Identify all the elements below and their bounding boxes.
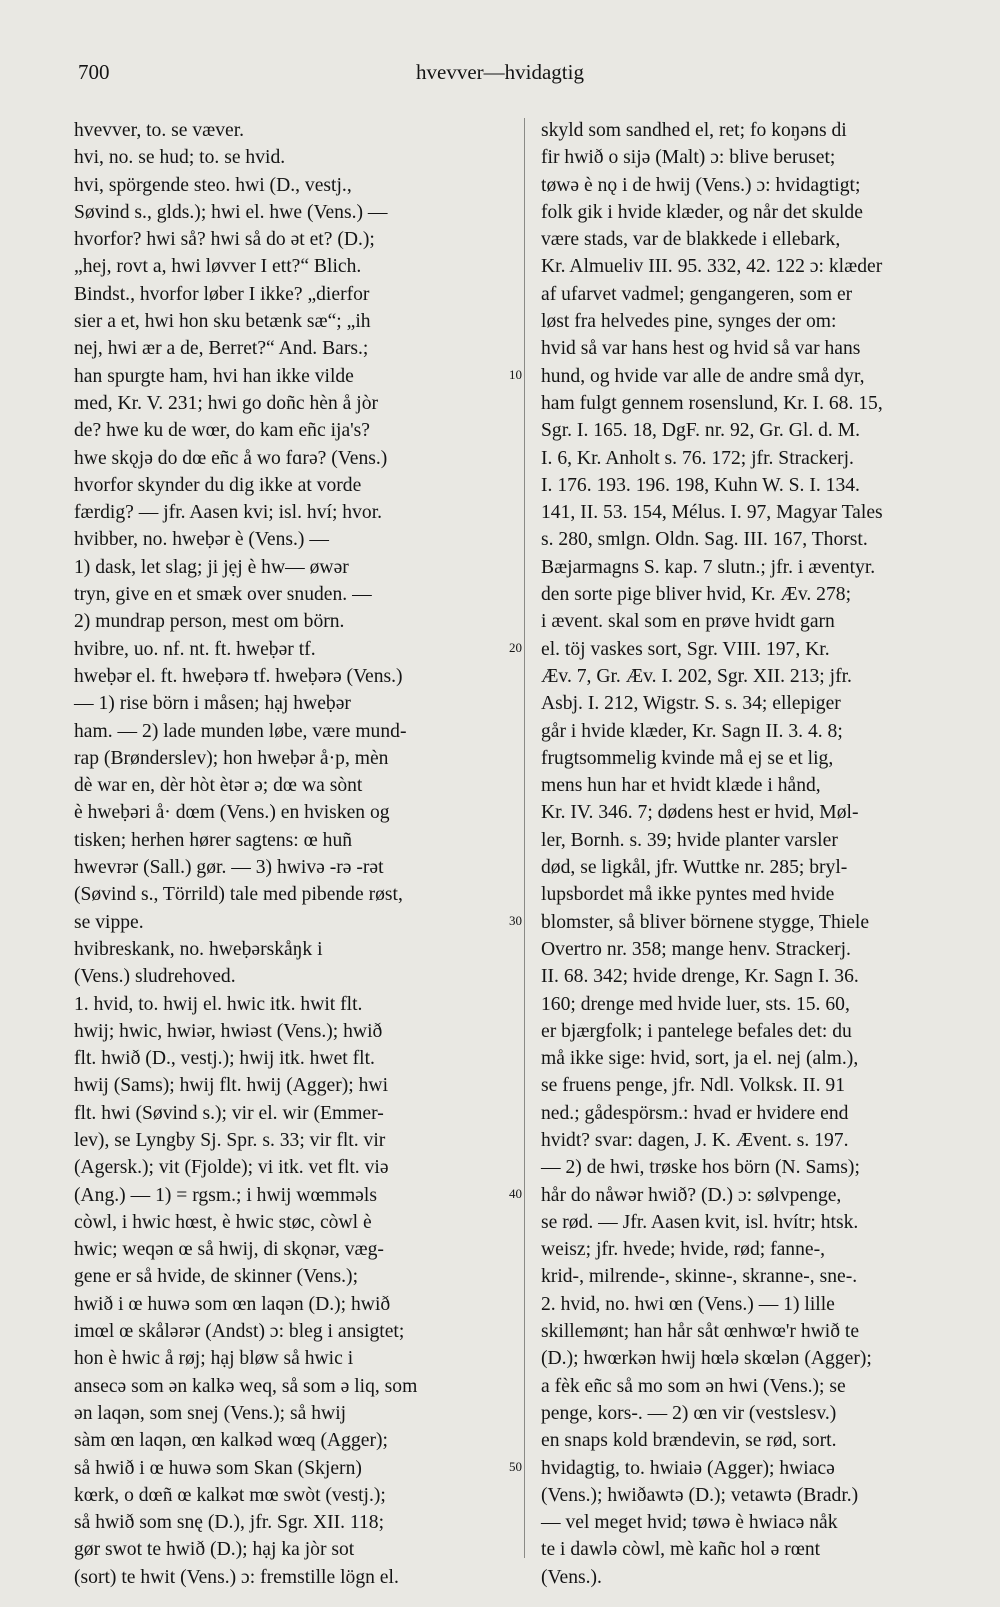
text-line: I. 6, Kr. Anholt s. 76. 172; jfr. Strackerj. [541, 447, 854, 469]
text-line: (Vens.) sludrehoved. [74, 966, 236, 988]
text-line: te i dawlə còwl, mè kañc hol ə rœnt [541, 1539, 821, 1561]
text-line: s. 280, smlgn. Oldn. Sag. III. 167, Thorst. [541, 529, 868, 551]
text-line: løst fra helvedes pine, synges der om: [541, 311, 837, 333]
text-line: sàm œn laqən, œn kalkəd wœq (Agger); [74, 1430, 388, 1452]
text-line: 141, II. 53. 154, Mélus. I. 97, Magyar Tales [541, 502, 883, 524]
text-line: 1) dask, let slag; ji jẹj è hw— øwər [74, 556, 349, 578]
text-line: el. töj vaskes sort, Sgr. VIII. 197, Kr. [541, 638, 830, 660]
text-line: nej, hwi ær a de, Berret?“ And. Bars.; [74, 338, 369, 360]
text-line: se vippe. [74, 911, 144, 933]
text-line: „hej, rovt a, hwi løvver I ett?“ Blich. [74, 256, 362, 278]
text-line: ən laqən, som snej (Vens.); så hwij [74, 1402, 347, 1424]
text-line: kœrk, o dœñ œ kalkət mœ swòt (vestj.); [74, 1484, 386, 1506]
text-line: (sort) te hwit (Vens.) ɔ: fremstille lögn el. [74, 1566, 399, 1588]
text-line: hund, og hvide var alle de andre små dyr, [541, 365, 865, 387]
text-line: går i hvide klæder, Kr. Sagn II. 3. 4. 8; [541, 720, 843, 742]
text-line: hvi, no. se hud; to. se hvid. [74, 147, 286, 169]
text-line: Overtro nr. 358; mange henv. Strackerj. [541, 938, 851, 960]
text-line: flt. hwið (D., vestj.); hwij itk. hwet flt. [74, 1048, 375, 1070]
line-number-20: 20 [509, 640, 522, 655]
text-line: krid-, milrende-, skinne-, skranne-, sne-. [541, 1266, 858, 1288]
text-line: fir hwið o sijə (Malt) ɔ: blive beruset; [541, 147, 836, 169]
text-line: hvi, spörgende steo. hwi (D., vestj., [74, 174, 352, 196]
text-line: hvibreskank, no. hweḅərskåŋk i [74, 938, 323, 960]
text-line: hvibber, no. hweḅər è (Vens.) — [74, 529, 329, 551]
text-line: — 2) de hwi, trøske hos börn (N. Sams); [541, 1157, 860, 1179]
text-line: 2) mundrap person, mest om börn. [74, 611, 345, 633]
text-line: de? hwe ku de wœr, do kam eñc ija's? [74, 420, 371, 442]
text-line: med, Kr. V. 231; hwi go doñc hèn å jòr [74, 392, 379, 414]
text-line: se fruens penge, jfr. Ndl. Volksk. II. 91 [541, 1075, 846, 1097]
text-line: blomster, så bliver börnene stygge, Thiele [541, 911, 870, 933]
text-line: død, se ligkål, jfr. Wuttke nr. 285; bryl- [541, 857, 848, 879]
text-line: færdig? — jfr. Aasen kvi; isl. hví; hvor. [74, 502, 383, 524]
text-line: hwic; weqən œ så hwij, di skǫnər, væg- [74, 1239, 384, 1261]
text-line: 160; drenge med hvide luer, sts. 15. 60, [541, 993, 850, 1015]
text-line: imœl œ skålərər (Andst) ɔ: bleg i ansigtet; [74, 1321, 405, 1343]
line-number-10: 10 [509, 367, 522, 382]
text-line: II. 68. 342; hvide drenge, Kr. Sagn I. 36. [541, 966, 859, 988]
text-line: være stads, var de blakkede i ellebark, [541, 229, 841, 251]
text-line: (D.); hwœrkən hwij hœlə skœlən (Agger); [541, 1348, 872, 1370]
text-line: lupsbordet må ikke pyntes med hvide [541, 884, 835, 906]
text-line: hvorfor skynder du dig ikke at vorde [74, 474, 362, 496]
text-line: skillemønt; han hår såt œnhwœ'r hwið te [541, 1321, 860, 1343]
text-line: er bjærgfolk; i pantelege befales det: du [541, 1020, 852, 1042]
text-line: ansecə som ən kalkə weq, så som ə liq, som [74, 1375, 418, 1397]
text-line: tøwə è nǫ i de hwij (Vens.) ɔ: hvidagtigt; [541, 174, 861, 196]
text-line: frugtsommelig kvinde må ej se et lig, [541, 747, 834, 769]
text-line: gør swot te hwið (D.); hạj ka jòr sot [74, 1539, 355, 1561]
text-line: hvorfor? hwi så? hwi så do ət et? (D.); [74, 229, 375, 251]
text-line: Æv. 7, Gr. Æv. I. 202, Sgr. XII. 213; jfr. [541, 665, 852, 687]
text-line: Kr. IV. 346. 7; dødens hest er hvid, Møl- [541, 802, 859, 824]
text-line: sier a et, hwi hon sku betænk sæ“; „ih [74, 311, 371, 333]
text-line: hon è hwic å røj; hạj bløw så hwic i [74, 1348, 354, 1370]
text-line: flt. hwi (Søvind s.); vir el. wir (Emmer- [74, 1102, 384, 1124]
text-line: skyld som sandhed el, ret; fo koŋəns di [541, 120, 847, 141]
text-line: hwevrər (Sall.) gør. — 3) hwivə -rə -rət [74, 857, 384, 879]
text-line: han spurgte ham, hvi han ikke vilde [74, 365, 354, 387]
text-line: hår do nåwər hwið? (D.) ɔ: sølvpenge, [541, 1184, 842, 1206]
text-line: gene er så hvide, de skinner (Vens.); [74, 1266, 359, 1288]
left-column [74, 117, 510, 1591]
text-line: (Vens.). [541, 1566, 602, 1588]
line-number-50: 50 [509, 1459, 522, 1474]
text-line: en snaps kold brændevin, se rød, sort. [541, 1430, 837, 1452]
text-line: Bæjarmagns S. kap. 7 slutn.; jfr. i æventyr. [541, 556, 876, 578]
column-divider [524, 118, 525, 1558]
text-line: 2. hvid, no. hwi œn (Vens.) — 1) lille [541, 1293, 835, 1315]
text-line: rap (Brønderslev); hon hweḅər å·p, mèn [74, 747, 389, 769]
line-number-40: 40 [509, 1186, 522, 1201]
text-line: a fèk eñc så mo som ən hwi (Vens.); se [541, 1375, 846, 1397]
text-line: tryn, give en et smæk over snuden. — [74, 584, 372, 606]
text-line: folk gik i hvide klæder, og når det skulde [541, 201, 863, 223]
right-column [541, 117, 963, 1591]
text-line: dè war en, dèr hòt ètər ə; dœ wa sònt [74, 775, 363, 797]
text-line: — vel meget hvid; tøwə è hwiacə nåk [541, 1512, 838, 1534]
text-line: hvidt? svar: dagen, J. K. Ævent. s. 197. [541, 1129, 849, 1151]
text-line: lev), se Lyngby Sj. Spr. s. 33; vir flt. vir [74, 1129, 386, 1151]
text-line: så hwið i œ huwə som Skan (Skjern) [74, 1457, 362, 1479]
text-line: Kr. Almueliv III. 95. 332, 42. 122 ɔ: klæder [541, 256, 883, 278]
text-line: (Agersk.); vit (Fjolde); vi itk. vet flt. viə [74, 1157, 389, 1179]
text-line: hvibre, uo. nf. nt. ft. hweḅər tf. [74, 638, 316, 660]
text-line: hwij (Sams); hwij flt. hwij (Agger); hwi [74, 1075, 389, 1097]
text-line: Sgr. I. 165. 18, DgF. nr. 92, Gr. Gl. d. M. [541, 420, 861, 442]
text-line: i ævent. skal som en prøve hvidt garn [541, 611, 835, 633]
text-line: penge, kors-. — 2) œn vir (vestslesv.) [541, 1402, 837, 1424]
text-line: hwið i œ huwə som œn laqən (D.); hwið [74, 1293, 391, 1315]
text-line: (Søvind s., Törrild) tale med pibende røst, [74, 884, 403, 906]
text-line: hvevver, to. se væver. [74, 120, 245, 141]
text-line: ham fulgt gennem rosenslund, Kr. I. 68. 15, [541, 392, 883, 414]
text-line: så hwið som snę (D.), jfr. Sgr. XII. 118; [74, 1512, 385, 1534]
text-line: hvid så var hans hest og hvid så var hans [541, 338, 861, 360]
text-line: I. 176. 193. 196. 198, Kuhn W. S. I. 134. [541, 474, 860, 496]
text-line: hwij; hwic, hwiər, hwiəst (Vens.); hwið [74, 1020, 383, 1042]
text-line: må ikke sige: hvid, sort, ja el. nej (alm.), [541, 1048, 859, 1070]
page-number: 700 [78, 60, 110, 84]
text-line: hwe skǫjə do dœ eñc å wo fɑrə? (Vens.) [74, 447, 388, 469]
running-head: hvevver—hvidagtig [416, 60, 584, 84]
text-line: den sorte pige bliver hvid, Kr. Æv. 278; [541, 584, 852, 606]
text-line: còwl, i hwic hœst, è hwic støc, còwl è [74, 1211, 372, 1233]
text-line: tisken; herhen hører sagtens: œ huñ [74, 829, 353, 851]
text-line: 1. hvid, to. hwij el. hwic itk. hwit flt. [74, 993, 363, 1015]
text-line: af ufarvet vadmel; gengangeren, som er [541, 283, 853, 305]
text-line: (Vens.); hwiðawtə (D.); vetawtə (Bradr.) [541, 1484, 859, 1506]
text-line: Bindst., hvorfor løber I ikke? „dierfor [74, 283, 370, 305]
text-line: hvidagtig, to. hwiaiə (Agger); hwiacə [541, 1457, 835, 1479]
text-line: Søvind s., glds.); hwi el. hwe (Vens.) — [74, 201, 388, 223]
text-line: ham. — 2) lade munden løbe, være mund- [74, 720, 407, 742]
text-line: ler, Bornh. s. 39; hvide planter varsler [541, 829, 838, 851]
text-line: (Ang.) — 1) = rgsm.; i hwij wœmməls [74, 1184, 377, 1206]
text-line: hweḅər el. ft. hweḅərə tf. hweḅərə (Vens.) [74, 665, 403, 687]
text-line: mens hun har et hvidt klæde i hånd, [541, 775, 821, 797]
text-line: Asbj. I. 212, Wigstr. S. s. 34; ellepiger [541, 693, 841, 715]
text-line: è hweḅəri å· dœm (Vens.) en hvisken og [74, 802, 390, 824]
text-line: se rød. — Jfr. Aasen kvit, isl. hvítr; htsk. [541, 1211, 859, 1233]
text-line: ned.; gådespörsm.: hvad er hvidere end [541, 1102, 849, 1124]
text-line: — 1) rise börn i måsen; hạj hweḅər [74, 693, 351, 715]
text-line: weisz; jfr. hvede; hvide, rød; fanne-, [541, 1239, 826, 1261]
line-number-30: 30 [509, 913, 522, 928]
